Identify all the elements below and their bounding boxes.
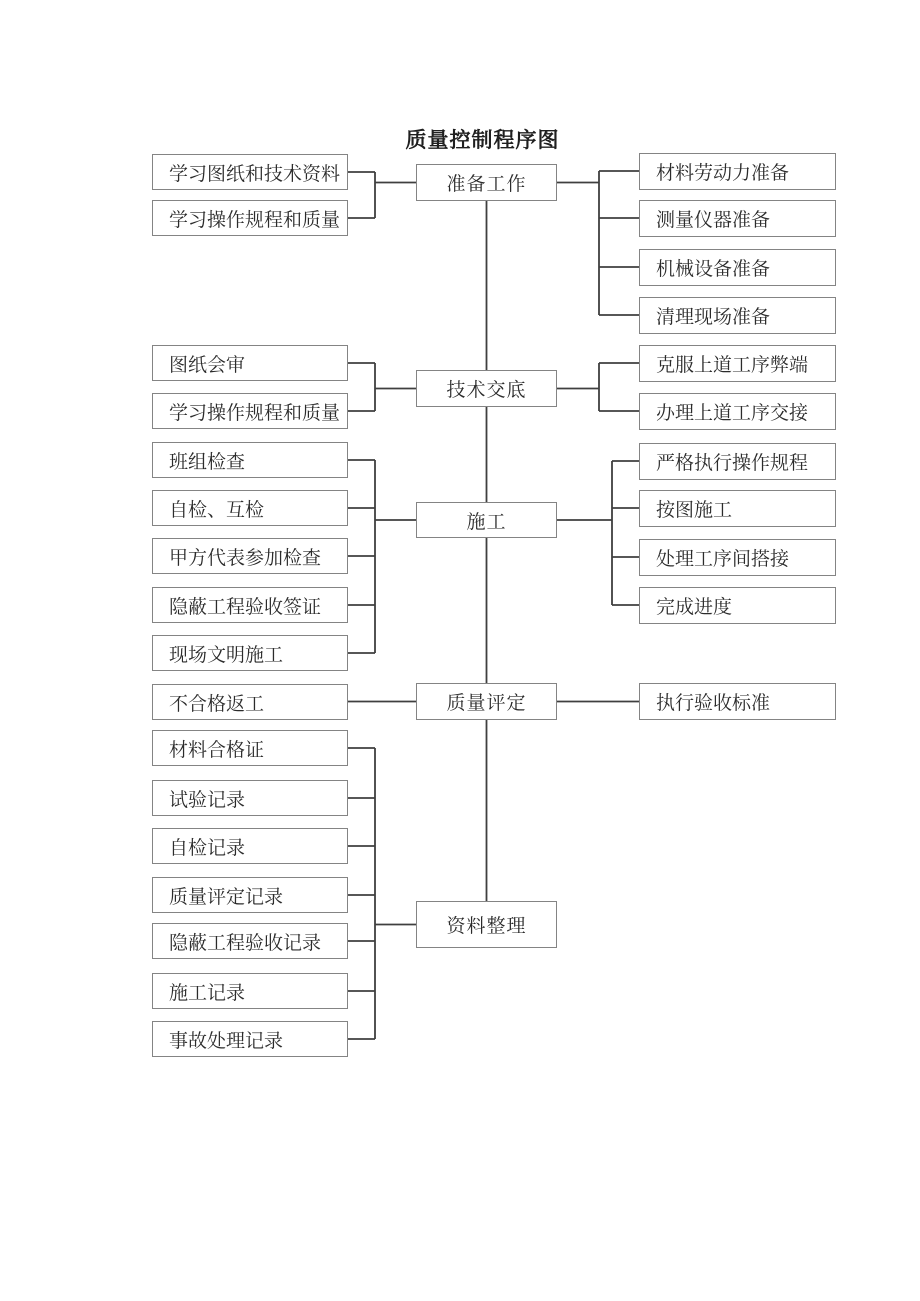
flow-box-right: 办理上道工序交接 bbox=[639, 393, 836, 430]
flow-box-left: 班组检查 bbox=[152, 442, 348, 478]
flow-box-left: 不合格返工 bbox=[152, 684, 348, 720]
flow-box-left: 自检记录 bbox=[152, 828, 348, 864]
flow-box-left: 图纸会审 bbox=[152, 345, 348, 381]
flow-box-left: 学习操作规程和质量 bbox=[152, 393, 348, 429]
flow-node: 质量评定 bbox=[416, 683, 557, 720]
flow-box-right: 处理工序间搭接 bbox=[639, 539, 836, 576]
flow-box-right: 按图施工 bbox=[639, 490, 836, 527]
flow-box-right: 清理现场准备 bbox=[639, 297, 836, 334]
flow-node: 技术交底 bbox=[416, 370, 557, 407]
flow-box-left: 试验记录 bbox=[152, 780, 348, 816]
flow-box-left: 事故处理记录 bbox=[152, 1021, 348, 1057]
flow-box-left: 施工记录 bbox=[152, 973, 348, 1009]
flow-node: 施工 bbox=[416, 502, 557, 538]
flow-box-right: 机械设备准备 bbox=[639, 249, 836, 286]
flow-box-right: 严格执行操作规程 bbox=[639, 443, 836, 480]
flow-box-left: 隐蔽工程验收签证 bbox=[152, 587, 348, 623]
diagram-title: 质量控制程序图 bbox=[405, 128, 560, 152]
flow-box-right: 材料劳动力准备 bbox=[639, 153, 836, 190]
flow-box-left: 隐蔽工程验收记录 bbox=[152, 923, 348, 959]
flow-box-right: 克服上道工序弊端 bbox=[639, 345, 836, 382]
flow-box-right: 完成进度 bbox=[639, 587, 836, 624]
flow-box-left: 甲方代表参加检查 bbox=[152, 538, 348, 574]
flow-box-left: 学习图纸和技术资料 bbox=[152, 154, 348, 190]
flow-box-left: 现场文明施工 bbox=[152, 635, 348, 671]
flow-node: 准备工作 bbox=[416, 164, 557, 201]
flow-box-left: 学习操作规程和质量 bbox=[152, 200, 348, 236]
flow-box-left: 质量评定记录 bbox=[152, 877, 348, 913]
flow-node: 资料整理 bbox=[416, 901, 557, 948]
flow-box-right: 测量仪器准备 bbox=[639, 200, 836, 237]
flow-box-left: 自检、互检 bbox=[152, 490, 348, 526]
flow-box-left: 材料合格证 bbox=[152, 730, 348, 766]
flow-box-right: 执行验收标准 bbox=[639, 683, 836, 720]
